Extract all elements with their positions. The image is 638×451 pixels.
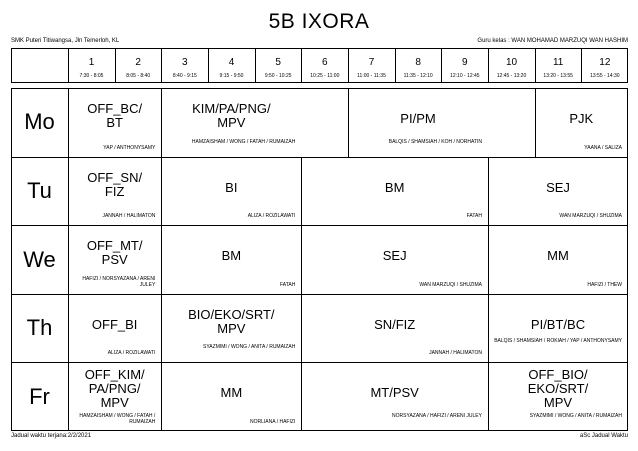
lesson-subject: OFF_BI <box>91 316 138 332</box>
lesson-teacher: HAFIZI / THEW <box>587 281 622 288</box>
day-label-fr: Fr <box>29 383 50 409</box>
lesson-teacher: YAP / ANTHONYSAMY <box>103 144 156 151</box>
day-row-divider <box>11 157 628 158</box>
lesson-teacher: FATAH <box>466 213 482 220</box>
lesson-subject: OFF_KIM/ PA/PNG/ MPV <box>84 367 145 411</box>
lesson-teacher: FATAH <box>279 281 296 288</box>
class-teacher: Guru kelas : WAN MOHAMAD MARZUQI WAN HASHIM <box>477 38 628 44</box>
period-number: 9 <box>462 57 468 68</box>
period-number: 12 <box>599 57 611 68</box>
lesson-subject: OFF_SN/ FIZ <box>87 169 143 199</box>
lesson-teacher: WAN MARZUQI / SHUZIMA <box>419 281 482 288</box>
lesson-subject: MT/PSV <box>370 385 419 401</box>
period-number: 8 <box>415 57 421 68</box>
lesson-teacher: SYAZMIMI / WONG / ANITA / RUMAIZAH <box>529 413 622 419</box>
lesson-teacher: YAANA / SALIZA <box>584 144 622 151</box>
period-time: 13:55 - 14:30 <box>590 73 620 79</box>
lesson-subject: SEJ <box>546 179 570 195</box>
day-row-divider <box>11 225 628 226</box>
lesson-teacher: HAFIZI / NORSYAZANA / ARENI JULEY <box>82 275 156 288</box>
period-time: 9:50 - 10:25 <box>264 73 292 79</box>
lesson-teacher: ALIZA / ROZILAWATI <box>247 213 296 220</box>
lesson-teacher: HAMZAISHAM / WONG / FATAH / RUMAIZAH <box>79 413 156 425</box>
lesson-subject: BM <box>384 179 405 195</box>
lesson-subject: OFF_BIO/ EKO/SRT/ MPV <box>527 367 589 411</box>
period-number: 2 <box>135 57 141 68</box>
period-number: 7 <box>368 57 375 68</box>
lesson-teacher: BALQIS / SHAMSIAH / KOH / NORHATIN <box>388 138 482 145</box>
lesson-subject: SN/FIZ <box>374 316 416 332</box>
period-number: 5 <box>275 57 281 68</box>
lesson-subject: MM <box>220 385 243 401</box>
software-credit: aSc Jadual Waktu <box>579 433 628 439</box>
lesson-teacher: BALQIS / SHAMSIAH / ROKIAH / YAP / ANTHONYSAMY <box>494 338 622 345</box>
lesson-subject: SEJ <box>382 248 407 264</box>
lesson-subject: BI <box>225 179 238 195</box>
lesson-subject: PI/BT/BC <box>530 316 586 332</box>
day-label-we: We <box>23 246 56 272</box>
day-label-mo: Mo <box>24 109 55 135</box>
lesson-subject: KIM/PA/PNG/ MPV <box>192 101 271 130</box>
lesson-teacher: JANNAH / HALIMATON <box>429 350 482 357</box>
page-title: 5B IXORA <box>268 10 370 33</box>
lesson-subject: BIO/EKO/SRT/ MPV <box>188 306 275 336</box>
period-time: 9:15 - 9:50 <box>219 73 244 79</box>
generated-date: Jadual waktu terjana:2/2/2021 <box>11 433 92 439</box>
period-number: 3 <box>182 57 188 68</box>
lesson-teacher: HAMZAISHAM / WONG / FATAH / RUMAIZAH <box>191 138 296 145</box>
period-time: 7:30 - 8:05 <box>79 73 104 79</box>
period-time: 12:45 - 13:20 <box>496 73 527 79</box>
period-number: 1 <box>88 57 95 68</box>
period-number: 6 <box>322 57 328 68</box>
lesson-subject: OFF_BC/ BT <box>87 101 143 130</box>
day-row-divider <box>11 294 628 295</box>
day-label-th: Th <box>26 315 53 341</box>
lesson-subject: OFF_MT/ PSV <box>86 238 143 268</box>
period-time: 13:20 - 13:55 <box>543 73 573 79</box>
lesson-subject: PJK <box>569 111 594 126</box>
period-time: 12:10 - 12:45 <box>450 73 480 79</box>
school-name: SMK Puteri Titiwangsa, Jln Temerloh, KL <box>11 38 120 44</box>
lesson-subject: PI/PM <box>400 111 436 126</box>
lesson-teacher: SYAZMIMI / WONG / ANITA / RUMAIZAH <box>203 344 296 351</box>
lesson-teacher: JANNAH / HALIMATON <box>102 213 156 220</box>
period-time: 11:00 - 11:35 <box>357 73 386 79</box>
period-time: 11:35 - 12:10 <box>403 73 433 79</box>
lesson-subject: BM <box>221 248 242 264</box>
lesson-teacher: NORSYAZANA / HAFIZI / ARENI JULEY <box>392 413 482 419</box>
lesson-teacher: WAN MARZUQI / SHUZIMA <box>559 213 622 220</box>
period-time: 8:40 - 9:15 <box>172 73 197 79</box>
lesson-subject: MM <box>547 248 569 264</box>
day-row-divider <box>11 362 628 363</box>
period-number: 11 <box>552 57 564 68</box>
period-number: 10 <box>505 57 518 68</box>
day-label-tu: Tu <box>27 177 52 203</box>
lesson-teacher: NORLIANA / HAFIZI <box>250 419 296 425</box>
lesson-teacher: ALIZA / ROZILAWATI <box>107 350 156 357</box>
period-time: 10:25 - 11:00 <box>310 73 340 79</box>
period-time: 8:05 - 8:40 <box>126 73 151 79</box>
period-number: 4 <box>228 57 235 68</box>
